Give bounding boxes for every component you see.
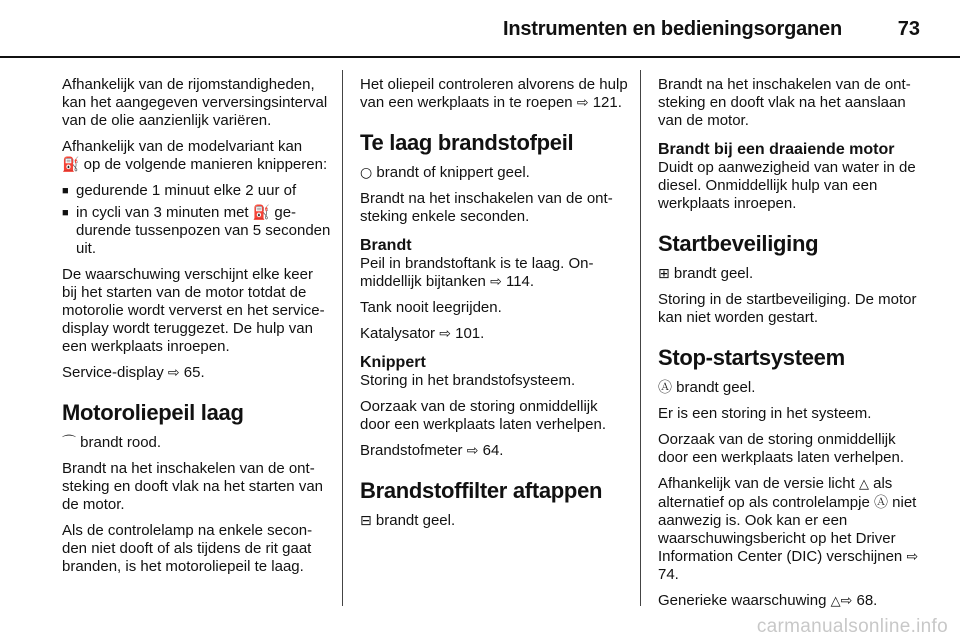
oil-change-icon: ⛽ xyxy=(62,157,80,173)
paragraph: Duidt op aanwezigheid van water in de diesel. Onmiddellijk hulp van een werkplaats inroepen. xyxy=(658,159,916,212)
paragraph: Katalysator ⇨ 101. xyxy=(360,325,485,342)
column-1 xyxy=(62,76,332,584)
paragraph: Er is een storing in het systeem. xyxy=(658,405,872,422)
reference-arrow-icon: ⇨ xyxy=(840,593,853,609)
paragraph: Brandt na het inschakelen van de ontsteking en dooft vlak na het starten van de motor. xyxy=(62,460,323,513)
column-3 xyxy=(658,76,928,619)
stop-start-icon: Ⓐ xyxy=(873,495,888,511)
stop-start-icon: Ⓐ xyxy=(658,380,672,396)
paragraph: Peil in brandstoftank is te laag. Onmiddellijk bijtanken ⇨ 114. xyxy=(360,255,594,290)
reference-arrow-icon: ⇨ xyxy=(490,274,502,290)
list-item: ■ gedurende 1 minuut elke 2 uur of xyxy=(62,182,332,200)
page-reference[interactable]: 74. xyxy=(658,566,679,583)
reference-arrow-icon: ⇨ xyxy=(576,95,589,111)
paragraph: De waarschuwing verschijnt elke keer bij het starten van de motor totdat de motorolie wordt ververst en het service-display wordt teruggezet. De hulp van een werkplaats inroepen. xyxy=(62,266,325,355)
warning-triangle-icon: △ xyxy=(830,594,841,609)
subheading-brandt: Brandt xyxy=(360,237,412,254)
heading-immobiliser: Startbeveiliging xyxy=(658,231,819,256)
paragraph: Als de controlelamp na enkele seconden niet dooft of als tijdens de rit gaat branden, is het motoroliepeil te laag. xyxy=(62,522,313,575)
page-reference[interactable]: 114. xyxy=(505,273,535,290)
paragraph: ⊟ brandt geel. xyxy=(360,512,456,529)
paragraph: Storing in de startbeveiliging. De motor kan niet worden gestart. xyxy=(658,291,917,326)
heading-fuel-filter: Brandstoffilter aftappen xyxy=(360,478,603,503)
paragraph: ○ brandt of knippert geel. xyxy=(360,164,530,181)
bullet-list xyxy=(62,182,332,258)
paragraph: Afhankelijk van de versie licht △ als alternatief op als controlelampje Ⓐ niet aanwezig is. Ook kan er een waarschuwingsbericht op het Driver Information Center (DIC) verschijnen ⇨ 74. xyxy=(658,475,919,583)
page-reference[interactable]: 121. xyxy=(592,94,622,111)
watermark: carmanualsonline.info xyxy=(756,616,948,637)
paragraph: Oorzaak van de storing onmiddellijk door een werkplaats laten verhelpen. xyxy=(658,431,904,466)
oil-change-icon: ⛽ xyxy=(252,205,271,221)
column-divider-2 xyxy=(640,70,641,606)
paragraph: Brandstofmeter ⇨ 64. xyxy=(360,442,504,459)
paragraph: Afhankelijk van de rijomstandigheden, kan het aangegeven verversingsinterval van de olie aanzienlijk variëren. xyxy=(62,76,328,129)
heading-low-fuel: Te laag brandstofpeil xyxy=(360,130,574,155)
page-reference[interactable]: 65. xyxy=(183,364,205,381)
paragraph: Tank nooit leegrijden. xyxy=(360,299,502,316)
page-number: 73 xyxy=(897,18,920,40)
page-reference[interactable]: 64. xyxy=(482,442,504,459)
reference-arrow-icon: ⇨ xyxy=(439,326,451,342)
list-item: ■ in cycli van 3 minuten met ⛽ gedurende tussenpozen van 5 seconden uit. xyxy=(62,204,332,258)
paragraph: Service-display ⇨ 65. xyxy=(62,364,205,381)
fuel-filter-icon: ⊟ xyxy=(360,513,372,529)
oil-can-icon: ⌒ xyxy=(62,435,76,451)
paragraph: Oorzaak van de storing onmiddellijk door een werkplaats laten verhelpen. xyxy=(360,398,606,433)
column-divider-1 xyxy=(342,70,343,606)
fuel-pump-icon: ○ xyxy=(360,165,373,181)
warning-triangle-icon: △ xyxy=(858,477,869,492)
subheading-knippert: Knippert xyxy=(360,354,426,371)
reference-arrow-icon: ⇨ xyxy=(167,365,180,381)
subheading-running-engine: Brandt bij een draaiende motor xyxy=(658,141,895,158)
header-rule xyxy=(0,56,960,58)
page-header-title: Instrumenten en bedieningsorganen xyxy=(503,18,842,40)
column-2 xyxy=(360,76,630,538)
immobiliser-icon: ⊞ xyxy=(658,266,670,282)
paragraph: Brandt na het inschakelen van de ontsteking enkele seconden. xyxy=(360,190,613,225)
paragraph: Het oliepeil controleren alvorens de hulp van een werkplaats in te roepen ⇨ 121. xyxy=(360,76,628,111)
reference-arrow-icon: ⇨ xyxy=(466,443,479,459)
paragraph: Generieke waarschuwing △⇨ 68. xyxy=(658,592,878,609)
paragraph: ⌒ brandt rood. xyxy=(62,434,162,451)
paragraph: Storing in het brandstofsysteem. xyxy=(360,372,576,389)
heading-oil-level: Motoroliepeil laag xyxy=(62,400,244,425)
page-reference[interactable]: 68. xyxy=(856,592,878,609)
reference-arrow-icon: ⇨ xyxy=(906,549,919,565)
paragraph: ⊞ brandt geel. xyxy=(658,265,754,282)
paragraph: Afhankelijk van de modelvariant kan ⛽ op de volgende manieren knipperen: xyxy=(62,138,328,173)
heading-stop-start: Stop-startsysteem xyxy=(658,345,845,370)
paragraph: Ⓐ brandt geel. xyxy=(658,379,756,396)
page-reference[interactable]: 101. xyxy=(455,325,485,342)
paragraph: Brandt na het inschakelen van de ontsteking en dooft vlak na het aanslaan van de motor. xyxy=(658,76,911,129)
